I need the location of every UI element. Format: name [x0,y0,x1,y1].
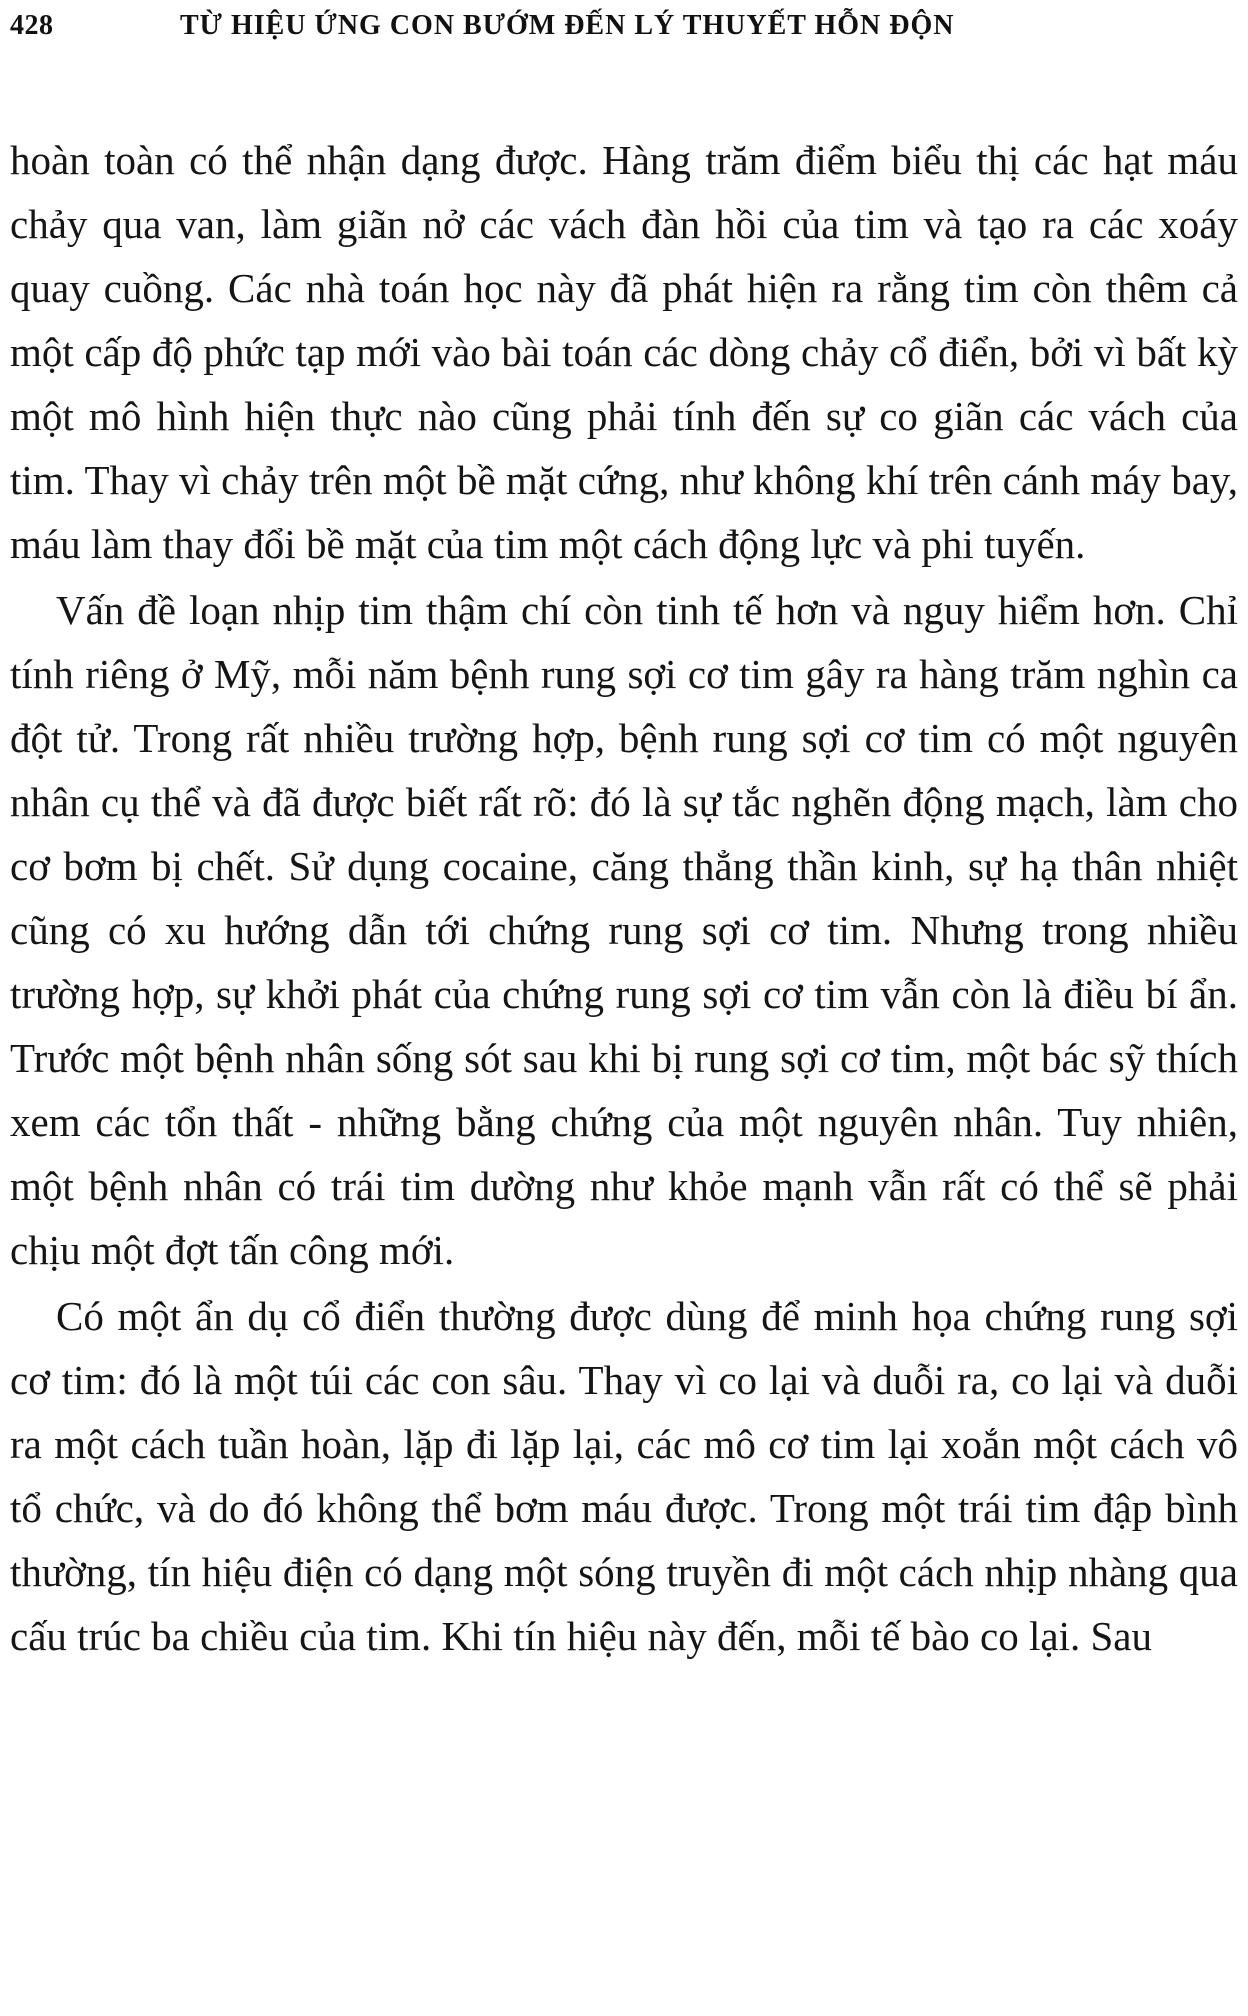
page-number: 428 [10,10,54,41]
body-text [10,128,1238,1668]
book-title: TỪ HIỆU ỨNG CON BƯỚM ĐẾN LÝ THUYẾT HỖN ĐỘN [180,10,955,41]
paragraph-2: Vấn đề loạn nhịp tim thậm chí còn tinh tế hơn và nguy hiểm hơn. Chỉ tính riêng ở Mỹ, mỗi năm bệnh rung sợi cơ tim gây ra hàng trăm nghìn ca đột tử. Trong rất nhiều trường hợp, bệnh rung sợi cơ tim có một nguyên nhân cụ thể và đã được biết rất rõ: đó là sự tắc nghẽn động mạch, làm cho cơ bơm bị chết. Sử dụng cocaine, căng thẳng thần kinh, sự hạ thân nhiệt cũng có xu hướng dẫn tới chứng rung sợi cơ tim. Nhưng trong nhiều trường hợp, sự khởi phát của chứng rung sợi cơ tim vẫn còn là điều bí ẩn. Trước một bệnh nhân sống sót sau khi bị rung sợi cơ tim, một bác sỹ thích xem các tổn thất - những bằng chứng của một nguyên nhân. Tuy nhiên, một bệnh nhân có trái tim dường như khỏe mạnh vẫn rất có thể sẽ phải chịu một đợt tấn công mới. [10,587,1238,1273]
paragraph-1: hoàn toàn có thể nhận dạng được. Hàng trăm điểm biểu thị các hạt máu chảy qua van, làm giãn nở các vách đàn hồi của tim và tạo ra các xoáy quay cuồng. Các nhà toán học này đã phát hiện ra rằng tim còn thêm cả một cấp độ phức tạp mới vào bài toán các dòng chảy cổ điển, bởi vì bất kỳ một mô hình hiện thực nào cũng phải tính đến sự co giãn các vách của tim. Thay vì chảy trên một bề mặt cứng, như không khí trên cánh máy bay, máu làm thay đổi bề mặt của tim một cách động lực và phi tuyến. [10,137,1238,567]
paragraph-3: Có một ẩn dụ cổ điển thường được dùng để minh họa chứng rung sợi cơ tim: đó là một túi các con sâu. Thay vì co lại và duỗi ra, co lại và duỗi ra một cách tuần hoàn, lặp đi lặp lại, các mô cơ tim lại xoắn một cách vô tổ chức, và do đó không thể bơm máu được. Trong một trái tim đập bình thường, tín hiệu điện có dạng một sóng truyền đi một cách nhịp nhàng qua cấu trúc ba chiều của tim. Khi tín hiệu này đến, mỗi tế bào co lại. Sau [10,1293,1238,1659]
running-head [10,10,1238,50]
